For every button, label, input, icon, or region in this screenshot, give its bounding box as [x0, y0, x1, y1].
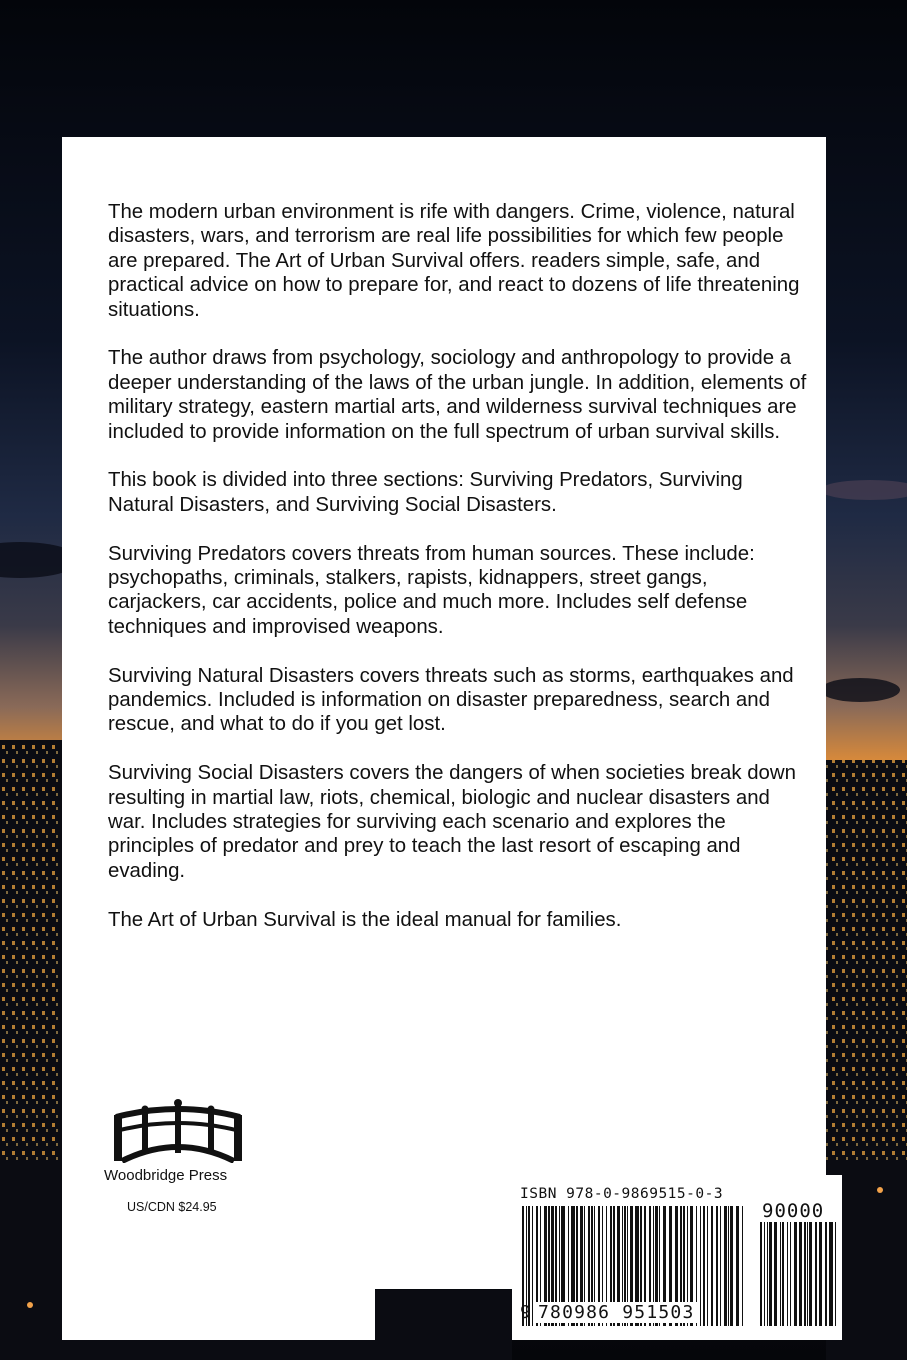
bridge-icon [112, 1097, 244, 1163]
barcode-bar [787, 1222, 788, 1326]
barcode-lead-digit: 9 [520, 1302, 531, 1323]
barcode-bar [742, 1206, 743, 1326]
barcode-bar [780, 1222, 781, 1326]
barcode-bar [767, 1222, 768, 1326]
barcode-digits: 780986 951503 [535, 1302, 697, 1323]
barcode-bar [769, 1222, 772, 1326]
barcode-bar [736, 1206, 739, 1326]
barcode-bar [815, 1222, 817, 1326]
barcode-bar [724, 1206, 727, 1326]
barcode-bar [825, 1222, 827, 1326]
isbn-label: ISBN 978-0-9869515-0-3 [520, 1186, 724, 1202]
barcode-bar [782, 1222, 784, 1326]
barcode-bar [760, 1222, 762, 1326]
barcode-bar [790, 1222, 791, 1326]
blurb-paragraph-predators: Surviving Predators covers threats from human sources. These include: psychopaths, criminals, stalkers, rapists, kidnappers, street gangs, carjackers, car accidents, police and much more. Includes self defense techniques and improvised weapons. [108, 542, 755, 638]
barcode-bar [819, 1222, 822, 1326]
blurb-paragraph-author: The author draws from psychology, sociology and anthropology to provide a deeper understanding of the laws of the urban jungle. In addition, elements of military strategy, eastern martial arts, and wilderness survival techniques are included to provide information on the full spectrum of urban survival skills. [108, 347, 807, 443]
blurb-paragraph-social-disasters: Surviving Social Disasters covers the dangers of when societies break down resulting in martial law, riots, chemical, biologic and nuclear disasters and war. Includes strategies for surviving each scenario and explores the principles of predator and prey to teach the last resort of escaping and evading. [108, 762, 796, 882]
barcode-bar [807, 1222, 808, 1326]
barcode-bar [774, 1222, 777, 1326]
price: US/CDN $24.95 [127, 1200, 217, 1214]
back-cover-blurb [108, 200, 808, 956]
barcode-bar [794, 1222, 797, 1326]
blurb-paragraph-natural-disasters: Surviving Natural Disasters covers threats such as storms, earthquakes and pandemics. Included is information on disaster preparedness, search and rescue, and what to do if you get lost. [108, 664, 794, 736]
barcode-bar [707, 1206, 708, 1326]
barcode-bar [809, 1222, 812, 1326]
barcode-bar [716, 1206, 718, 1326]
barcode-bar [730, 1206, 733, 1326]
blurb-paragraph-closing: The Art of Urban Survival is the ideal manual for families. [108, 908, 622, 931]
barcode-addon-bars [760, 1222, 836, 1326]
barcode-bar [703, 1206, 705, 1326]
blurb-paragraph-sections: This book is divided into three sections: Surviving Predators, Surviving Natural Disasters, and Surviving Social Disasters. [108, 469, 743, 516]
barcode-bar [728, 1206, 729, 1326]
barcode-bar [799, 1222, 802, 1326]
barcode-bar [711, 1206, 713, 1326]
blurb-paragraph-intro: The modern urban environment is rife with dangers. Crime, violence, natural disasters, wars, and terrorism are real life possibilities for which few people are prepared. The Art of Urban Survival offers. readers simple, safe, and practical advice on how to prepare for, and react to dozens of life threatening situations. [108, 201, 800, 321]
blurb-panel-extension [62, 1288, 375, 1340]
barcode-bar [700, 1206, 701, 1326]
publisher-name: Woodbridge Press [104, 1167, 228, 1184]
barcode-addon-number: 90000 [762, 1200, 825, 1222]
barcode-bar [720, 1206, 721, 1326]
barcode-bar [829, 1222, 833, 1326]
barcode-bar [532, 1206, 533, 1326]
barcode-bar [804, 1222, 806, 1326]
barcode-bar [764, 1222, 765, 1326]
barcode-bar [835, 1222, 836, 1326]
